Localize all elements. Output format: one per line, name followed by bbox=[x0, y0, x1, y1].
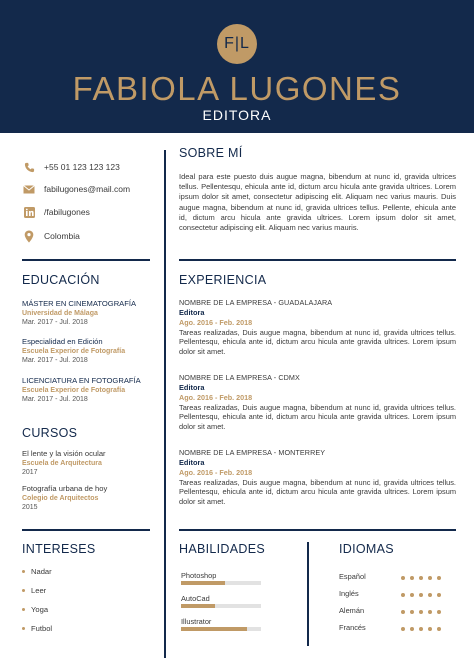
rating-dot bbox=[401, 627, 405, 631]
experience-dates: Ago. 2016 - Feb. 2018 bbox=[179, 467, 253, 477]
column-divider bbox=[164, 150, 166, 658]
skill-bar bbox=[181, 581, 261, 585]
rating-dot bbox=[401, 593, 405, 597]
education-school: Escuela Experior de Fotografía bbox=[22, 347, 126, 355]
rating-dot bbox=[401, 576, 405, 580]
rating-dot bbox=[410, 593, 414, 597]
linkedin-icon bbox=[22, 205, 36, 219]
rating-dot bbox=[437, 627, 441, 631]
interest-label: Futbol bbox=[31, 624, 53, 633]
skills-divider bbox=[307, 542, 309, 646]
header-banner bbox=[0, 0, 474, 133]
about-text: Ideal para este puesto duis augue magna, bibendum at nunc id, gravida ultrices tellus. Pellentesqu, ehicula ante id, dictum arcu hicula ante gravida ultrices. Lorem ipsum dolor sit amet, consectetur adipiscing elit. Aliquam nec varius mauris. Duis augue magna, bibendum at nunc id, gravida ultrices tellus. Pellente, ehicula ante id, dictum arcu hicula ante gravida ultrices. Lorem ipsum dolor sit amet, consectetur adipiscing elit. Aliquam nec varius mauris. bbox=[179, 172, 456, 233]
experience-item bbox=[179, 448, 456, 506]
bullet-dot bbox=[22, 570, 25, 573]
candidate-name: FABIOLA LUGONES bbox=[72, 70, 402, 107]
rating-dot bbox=[428, 610, 432, 614]
language-label: Alemán bbox=[339, 606, 365, 615]
experience-company: NOMBRE DE LA EMPRESA - GUADALAJARA bbox=[179, 298, 333, 307]
skill-bar-fill bbox=[181, 627, 247, 631]
linkedin-text: /fabilugones bbox=[44, 207, 90, 217]
interest-item bbox=[22, 567, 52, 576]
rating-dot bbox=[419, 576, 423, 580]
education-degree: LICENCIATURA EN FOTOGRAFÍA bbox=[22, 376, 141, 385]
contact-phone bbox=[22, 159, 120, 175]
interest-label: Nadar bbox=[31, 567, 52, 576]
skill-label: Illustrator bbox=[181, 617, 212, 626]
education-dates: Mar. 2017 - Jul. 2018 bbox=[22, 356, 88, 364]
rating-dot bbox=[419, 593, 423, 597]
education-title: EDUCACIÓN bbox=[22, 273, 100, 287]
phone-icon bbox=[22, 160, 36, 174]
languages-title: IDIOMAS bbox=[339, 542, 394, 556]
rating-dot bbox=[428, 593, 432, 597]
candidate-role: EDITORA bbox=[202, 107, 272, 123]
language-rating bbox=[401, 610, 446, 614]
language-rating bbox=[401, 627, 446, 631]
rating-dot bbox=[437, 593, 441, 597]
course-year: 2017 bbox=[22, 468, 38, 476]
envelope-icon bbox=[22, 182, 36, 196]
experience-role: Editora bbox=[179, 457, 205, 467]
course-name: El lente y la visión ocular bbox=[22, 449, 106, 458]
experience-company: NOMBRE DE LA EMPRESA - MONTERREY bbox=[179, 448, 326, 457]
language-rating bbox=[401, 576, 446, 580]
course-school: Colegio de Arquitectos bbox=[22, 494, 99, 502]
divider-left-1 bbox=[22, 259, 150, 261]
rating-dot bbox=[410, 627, 414, 631]
phone-text: +55 01 123 123 123 bbox=[44, 162, 120, 172]
rating-dot bbox=[410, 610, 414, 614]
skill-bar bbox=[181, 604, 261, 608]
education-item bbox=[22, 376, 162, 404]
skill-bar bbox=[181, 627, 261, 631]
education-dates: Mar. 2017 - Jul. 2018 bbox=[22, 318, 88, 326]
experience-role: Editora bbox=[179, 307, 205, 317]
rating-dot bbox=[410, 576, 414, 580]
interest-item bbox=[22, 605, 48, 614]
rating-dot bbox=[428, 627, 432, 631]
skill-bar-fill bbox=[181, 604, 215, 608]
experience-role: Editora bbox=[179, 382, 205, 392]
experience-item bbox=[179, 373, 456, 431]
bullet-dot bbox=[22, 627, 25, 630]
contact-linkedin bbox=[22, 204, 90, 220]
experience-item bbox=[179, 298, 456, 356]
education-degree: MÁSTER EN CINEMATOGRAFÍA bbox=[22, 299, 137, 308]
contact-email bbox=[22, 181, 130, 197]
course-year: 2015 bbox=[22, 503, 38, 511]
map-pin-icon bbox=[22, 229, 36, 243]
rating-dot bbox=[437, 576, 441, 580]
skill-label: Photoshop bbox=[181, 571, 217, 580]
experience-description: Tareas realizadas, Duis augue magna, bibendum at nunc id, gravida ultrices tellus. Pellentesqu, ehicula ante id, dictum arcu hicula ante gravida ultrices. Lorem ipsum dolor sit amet. bbox=[179, 402, 456, 431]
experience-dates: Ago. 2016 - Feb. 2018 bbox=[179, 392, 253, 402]
skills-title: HABILIDADES bbox=[179, 542, 265, 556]
experience-title: EXPERIENCIA bbox=[179, 273, 267, 287]
interest-label: Leer bbox=[31, 586, 47, 595]
interest-item bbox=[22, 624, 52, 633]
course-name: Fotografía urbana de hoy bbox=[22, 484, 108, 493]
experience-company: NOMBRE DE LA EMPRESA - CDMX bbox=[179, 373, 300, 382]
about-title: SOBRE MÍ bbox=[179, 146, 243, 160]
education-degree: Especialidad en Edición bbox=[22, 337, 103, 346]
education-item bbox=[22, 337, 162, 365]
course-item bbox=[22, 449, 162, 477]
course-school: Escuela de Arquitectura bbox=[22, 459, 102, 467]
rating-dot bbox=[419, 610, 423, 614]
experience-description: Tareas realizadas, Duis augue magna, bibendum at nunc id, gravida ultrices tellus. Pellentesqu, ehicula ante id, dictum arcu hicula ante gravida ultrices. Lorem ipsum dolor sit amet. bbox=[179, 477, 456, 506]
language-label: Francés bbox=[339, 623, 366, 632]
interests-title: INTERESES bbox=[22, 542, 96, 556]
rating-dot bbox=[419, 627, 423, 631]
education-item bbox=[22, 299, 162, 327]
bullet-dot bbox=[22, 589, 25, 592]
interest-item bbox=[22, 586, 46, 595]
interest-label: Yoga bbox=[31, 605, 49, 614]
skill-bar-fill bbox=[181, 581, 225, 585]
contact-location bbox=[22, 228, 80, 244]
education-dates: Mar. 2017 - Jul. 2018 bbox=[22, 395, 88, 403]
location-text: Colombia bbox=[44, 231, 80, 241]
rating-dot bbox=[437, 610, 441, 614]
skill-label: AutoCad bbox=[181, 594, 210, 603]
course-item bbox=[22, 484, 162, 512]
divider-left-2 bbox=[22, 529, 150, 531]
courses-title: CURSOS bbox=[22, 426, 78, 440]
experience-dates: Ago. 2016 - Feb. 2018 bbox=[179, 317, 253, 327]
email-text: fabilugones@mail.com bbox=[44, 184, 131, 194]
divider-right-1 bbox=[179, 259, 456, 261]
rating-dot bbox=[428, 576, 432, 580]
language-label: Español bbox=[339, 572, 366, 581]
language-rating bbox=[401, 593, 446, 597]
language-label: Inglés bbox=[339, 589, 359, 598]
rating-dot bbox=[401, 610, 405, 614]
divider-right-2 bbox=[179, 529, 456, 531]
bullet-dot bbox=[22, 608, 25, 611]
experience-description: Tareas realizadas, Duis augue magna, bibendum at nunc id, gravida ultrices tellus. Pellentesqu, ehicula ante id, dictum arcu hicula ante gravida ultrices. Lorem ipsum dolor sit amet. bbox=[179, 327, 456, 356]
education-school: Escuela Experior de Fotografía bbox=[22, 386, 126, 394]
monogram-badge: F|L bbox=[217, 24, 257, 64]
education-school: Universidad de Málaga bbox=[22, 309, 98, 317]
